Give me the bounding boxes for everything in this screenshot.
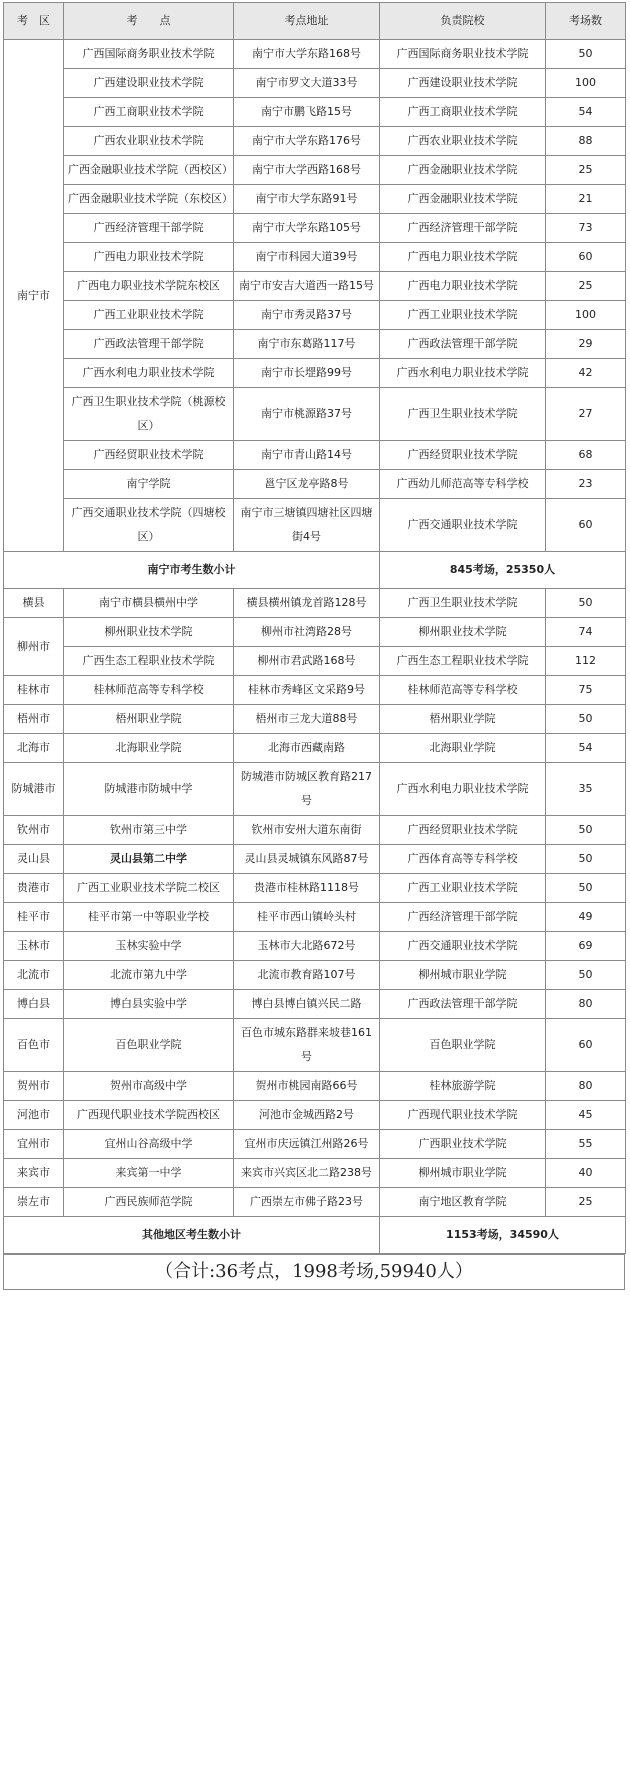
- room-count-cell: 80: [546, 990, 626, 1019]
- address-cell: 来宾市兴宾区北二路238号: [234, 1159, 380, 1188]
- school-cell: 广西生态工程职业技术学院: [380, 647, 546, 676]
- region-cell: 博白县: [4, 990, 64, 1019]
- region-cell: 桂平市: [4, 903, 64, 932]
- school-cell: 广西经济管理干部学院: [380, 214, 546, 243]
- site-cell: 广西生态工程职业技术学院: [64, 647, 234, 676]
- region-cell: 南宁市: [4, 40, 64, 552]
- school-cell: 南宁地区教育学院: [380, 1188, 546, 1217]
- room-count-cell: 29: [546, 330, 626, 359]
- address-cell: 南宁市秀灵路37号: [234, 301, 380, 330]
- site-cell: 广西现代职业技术学院西校区: [64, 1101, 234, 1130]
- site-cell: 广西工商职业技术学院: [64, 98, 234, 127]
- room-count-cell: 45: [546, 1101, 626, 1130]
- site-cell: 广西农业职业技术学院: [64, 127, 234, 156]
- site-cell: 桂平市第一中等职业学校: [64, 903, 234, 932]
- site-cell: 广西政法管理干部学院: [64, 330, 234, 359]
- room-count-cell: 69: [546, 932, 626, 961]
- room-count-cell: 25: [546, 156, 626, 185]
- address-cell: 博白县博白镇兴民二路: [234, 990, 380, 1019]
- table-row: [4, 40, 626, 69]
- school-cell: 广西卫生职业技术学院: [380, 589, 546, 618]
- table-row: [4, 903, 626, 932]
- room-count-cell: 49: [546, 903, 626, 932]
- school-cell: 桂林师范高等专科学校: [380, 676, 546, 705]
- exam-site-table: [3, 2, 626, 1254]
- address-cell: 柳州市社湾路28号: [234, 618, 380, 647]
- site-cell: 北海职业学院: [64, 734, 234, 763]
- site-cell: 广西民族师范学院: [64, 1188, 234, 1217]
- site-cell: 广西水利电力职业技术学院: [64, 359, 234, 388]
- site-cell: 广西电力职业技术学院东校区: [64, 272, 234, 301]
- school-cell: 广西电力职业技术学院: [380, 243, 546, 272]
- region-cell: 贵港市: [4, 874, 64, 903]
- address-cell: 南宁市大学东路176号: [234, 127, 380, 156]
- site-cell: 钦州市第三中学: [64, 816, 234, 845]
- room-count-cell: 54: [546, 734, 626, 763]
- table-row: [4, 301, 626, 330]
- region-cell: 百色市: [4, 1019, 64, 1072]
- school-cell: 桂林旅游学院: [380, 1072, 546, 1101]
- address-cell: 南宁市安吉大道西一路15号: [234, 272, 380, 301]
- region-cell: 贺州市: [4, 1072, 64, 1101]
- address-cell: 北流市教育路107号: [234, 961, 380, 990]
- room-count-cell: 80: [546, 1072, 626, 1101]
- site-cell: 广西电力职业技术学院: [64, 243, 234, 272]
- table-row: [4, 647, 626, 676]
- address-cell: 柳州市君武路168号: [234, 647, 380, 676]
- table-row: [4, 156, 626, 185]
- table-row: [4, 499, 626, 552]
- address-cell: 南宁市鹏飞路15号: [234, 98, 380, 127]
- school-cell: 广西建设职业技术学院: [380, 69, 546, 98]
- address-cell: 南宁市长堽路99号: [234, 359, 380, 388]
- site-cell: 广西工业职业技术学院: [64, 301, 234, 330]
- table-row: [4, 359, 626, 388]
- address-cell: 灵山县灵城镇东风路87号: [234, 845, 380, 874]
- address-cell: 河池市金城西路2号: [234, 1101, 380, 1130]
- school-cell: 广西经贸职业技术学院: [380, 441, 546, 470]
- address-cell: 百色市城东路群来坡巷161号: [234, 1019, 380, 1072]
- school-cell: 广西经济管理干部学院: [380, 903, 546, 932]
- school-cell: 百色职业学院: [380, 1019, 546, 1072]
- room-count-cell: 42: [546, 359, 626, 388]
- address-cell: 南宁市三塘镇四塘社区四塘街4号: [234, 499, 380, 552]
- site-cell: 贺州市高级中学: [64, 1072, 234, 1101]
- address-cell: 桂林市秀峰区文采路9号: [234, 676, 380, 705]
- table-row: [4, 470, 626, 499]
- address-cell: 南宁市东葛路117号: [234, 330, 380, 359]
- table-row: [4, 734, 626, 763]
- school-cell: 广西金融职业技术学院: [380, 156, 546, 185]
- others-subtotal: [4, 1217, 626, 1254]
- region-cell: 北流市: [4, 961, 64, 990]
- address-cell: 南宁市罗文大道33号: [234, 69, 380, 98]
- header-address: 考点地址: [234, 3, 380, 40]
- address-cell: 南宁市大学东路168号: [234, 40, 380, 69]
- region-cell: 防城港市: [4, 763, 64, 816]
- table-row: [4, 932, 626, 961]
- nanning-subtotal-value: 845考场，25350人: [380, 552, 626, 589]
- school-cell: 柳州城市职业学院: [380, 1159, 546, 1188]
- school-cell: 广西政法管理干部学院: [380, 990, 546, 1019]
- school-cell: 柳州职业技术学院: [380, 618, 546, 647]
- site-cell: 广西交通职业技术学院（四塘校区）: [64, 499, 234, 552]
- grand-total: （合计:36考点，1998考场,59940人）: [3, 1254, 625, 1290]
- region-cell: 钦州市: [4, 816, 64, 845]
- address-cell: 梧州市三龙大道88号: [234, 705, 380, 734]
- school-cell: 广西体育高等专科学校: [380, 845, 546, 874]
- site-cell: 广西卫生职业技术学院（桃源校区）: [64, 388, 234, 441]
- table-row: [4, 214, 626, 243]
- header-site: 考 点: [64, 3, 234, 40]
- table-row: [4, 185, 626, 214]
- school-cell: 柳州城市职业学院: [380, 961, 546, 990]
- room-count-cell: 60: [546, 243, 626, 272]
- school-cell: 梧州职业学院: [380, 705, 546, 734]
- site-cell: 北流市第九中学: [64, 961, 234, 990]
- table-row: [4, 589, 626, 618]
- room-count-cell: 100: [546, 69, 626, 98]
- room-count-cell: 73: [546, 214, 626, 243]
- site-cell: 百色职业学院: [64, 1019, 234, 1072]
- school-cell: 广西工商职业技术学院: [380, 98, 546, 127]
- region-cell: 宜州市: [4, 1130, 64, 1159]
- region-cell: 柳州市: [4, 618, 64, 676]
- address-cell: 南宁市大学东路105号: [234, 214, 380, 243]
- room-count-cell: 50: [546, 961, 626, 990]
- school-cell: 广西工业职业技术学院: [380, 301, 546, 330]
- site-cell: 宜州山谷高级中学: [64, 1130, 234, 1159]
- nanning-subtotal-label: 南宁市考生数小计: [4, 552, 380, 589]
- room-count-cell: 60: [546, 1019, 626, 1072]
- room-count-cell: 50: [546, 845, 626, 874]
- room-count-cell: 50: [546, 40, 626, 69]
- site-cell: 广西经贸职业技术学院: [64, 441, 234, 470]
- site-cell: 南宁市横县横州中学: [64, 589, 234, 618]
- table-row: [4, 816, 626, 845]
- address-cell: 玉林市大北路672号: [234, 932, 380, 961]
- address-cell: 北海市西藏南路: [234, 734, 380, 763]
- room-count-cell: 27: [546, 388, 626, 441]
- school-cell: 广西经贸职业技术学院: [380, 816, 546, 845]
- address-cell: 钦州市安州大道东南街: [234, 816, 380, 845]
- region-cell: 北海市: [4, 734, 64, 763]
- school-cell: 广西卫生职业技术学院: [380, 388, 546, 441]
- site-cell: 梧州职业学院: [64, 705, 234, 734]
- site-cell: 桂林师范高等专科学校: [64, 676, 234, 705]
- table-row: [4, 961, 626, 990]
- address-cell: 横县横州镇龙首路128号: [234, 589, 380, 618]
- table-row: [4, 618, 626, 647]
- room-count-cell: 68: [546, 441, 626, 470]
- table-row: [4, 69, 626, 98]
- school-cell: 广西现代职业技术学院: [380, 1101, 546, 1130]
- school-cell: 广西幼儿师范高等专科学校: [380, 470, 546, 499]
- table-row: [4, 98, 626, 127]
- region-cell: 梧州市: [4, 705, 64, 734]
- region-cell: 崇左市: [4, 1188, 64, 1217]
- header-region: 考 区: [4, 3, 64, 40]
- room-count-cell: 25: [546, 272, 626, 301]
- room-count-cell: 50: [546, 874, 626, 903]
- site-cell: 博白县实验中学: [64, 990, 234, 1019]
- nanning-subtotal: [4, 552, 626, 589]
- room-count-cell: 55: [546, 1130, 626, 1159]
- address-cell: 南宁市科园大道39号: [234, 243, 380, 272]
- address-cell: 南宁市青山路14号: [234, 441, 380, 470]
- room-count-cell: 112: [546, 647, 626, 676]
- room-count-cell: 88: [546, 127, 626, 156]
- address-cell: 贺州市桃园南路66号: [234, 1072, 380, 1101]
- site-cell: 广西国际商务职业技术学院: [64, 40, 234, 69]
- site-cell: 灵山县第二中学: [64, 845, 234, 874]
- site-cell: 柳州职业技术学院: [64, 618, 234, 647]
- address-cell: 宜州市庆远镇江州路26号: [234, 1130, 380, 1159]
- room-count-cell: 21: [546, 185, 626, 214]
- room-count-cell: 50: [546, 816, 626, 845]
- table-row: [4, 1159, 626, 1188]
- table-row: [4, 676, 626, 705]
- school-cell: 广西水利电力职业技术学院: [380, 359, 546, 388]
- school-cell: 广西电力职业技术学院: [380, 272, 546, 301]
- address-cell: 南宁市桃源路37号: [234, 388, 380, 441]
- table-row: [4, 845, 626, 874]
- address-cell: 贵港市桂林路1118号: [234, 874, 380, 903]
- table-row: [4, 1101, 626, 1130]
- room-count-cell: 50: [546, 589, 626, 618]
- school-cell: 广西国际商务职业技术学院: [380, 40, 546, 69]
- school-cell: 广西交通职业技术学院: [380, 932, 546, 961]
- room-count-cell: 40: [546, 1159, 626, 1188]
- site-cell: 广西金融职业技术学院（东校区）: [64, 185, 234, 214]
- region-cell: 横县: [4, 589, 64, 618]
- others-subtotal-label: 其他地区考生数小计: [4, 1217, 380, 1254]
- site-cell: 来宾第一中学: [64, 1159, 234, 1188]
- table-row: [4, 272, 626, 301]
- table-row: [4, 1130, 626, 1159]
- room-count-cell: 75: [546, 676, 626, 705]
- school-cell: 广西职业技术学院: [380, 1130, 546, 1159]
- school-cell: 广西水利电力职业技术学院: [380, 763, 546, 816]
- table-header-row: [4, 3, 626, 40]
- table-row: [4, 1072, 626, 1101]
- others-subtotal-value: 1153考场，34590人: [380, 1217, 626, 1254]
- table-row: [4, 441, 626, 470]
- table-row: [4, 874, 626, 903]
- table-row: [4, 388, 626, 441]
- school-cell: 广西农业职业技术学院: [380, 127, 546, 156]
- address-cell: 南宁市大学东路91号: [234, 185, 380, 214]
- header-room-count: 考场数: [546, 3, 626, 40]
- address-cell: 邕宁区龙亭路8号: [234, 470, 380, 499]
- table-row: [4, 763, 626, 816]
- room-count-cell: 100: [546, 301, 626, 330]
- address-cell: 桂平市西山镇岭头村: [234, 903, 380, 932]
- table-row: [4, 1019, 626, 1072]
- site-cell: 广西金融职业技术学院（西校区）: [64, 156, 234, 185]
- site-cell: 广西工业职业技术学院二校区: [64, 874, 234, 903]
- school-cell: 广西政法管理干部学院: [380, 330, 546, 359]
- room-count-cell: 23: [546, 470, 626, 499]
- table-row: [4, 330, 626, 359]
- school-cell: 广西交通职业技术学院: [380, 499, 546, 552]
- address-cell: 广西崇左市佛子路23号: [234, 1188, 380, 1217]
- region-cell: 桂林市: [4, 676, 64, 705]
- room-count-cell: 50: [546, 705, 626, 734]
- room-count-cell: 74: [546, 618, 626, 647]
- table-row: [4, 1188, 626, 1217]
- table-row: [4, 705, 626, 734]
- region-cell: 灵山县: [4, 845, 64, 874]
- school-cell: 广西金融职业技术学院: [380, 185, 546, 214]
- room-count-cell: 60: [546, 499, 626, 552]
- region-cell: 来宾市: [4, 1159, 64, 1188]
- room-count-cell: 25: [546, 1188, 626, 1217]
- room-count-cell: 35: [546, 763, 626, 816]
- table-row: [4, 127, 626, 156]
- room-count-cell: 54: [546, 98, 626, 127]
- site-cell: 南宁学院: [64, 470, 234, 499]
- site-cell: 广西建设职业技术学院: [64, 69, 234, 98]
- region-cell: 河池市: [4, 1101, 64, 1130]
- address-cell: 防城港市防城区教育路217号: [234, 763, 380, 816]
- region-cell: 玉林市: [4, 932, 64, 961]
- school-cell: 北海职业学院: [380, 734, 546, 763]
- site-cell: 防城港市防城中学: [64, 763, 234, 816]
- table-row: [4, 243, 626, 272]
- address-cell: 南宁市大学西路168号: [234, 156, 380, 185]
- table-body: [4, 40, 626, 1254]
- school-cell: 广西工业职业技术学院: [380, 874, 546, 903]
- table-row: [4, 990, 626, 1019]
- header-school: 负责院校: [380, 3, 546, 40]
- exam-site-document: [3, 2, 625, 1290]
- site-cell: 玉林实验中学: [64, 932, 234, 961]
- site-cell: 广西经济管理干部学院: [64, 214, 234, 243]
